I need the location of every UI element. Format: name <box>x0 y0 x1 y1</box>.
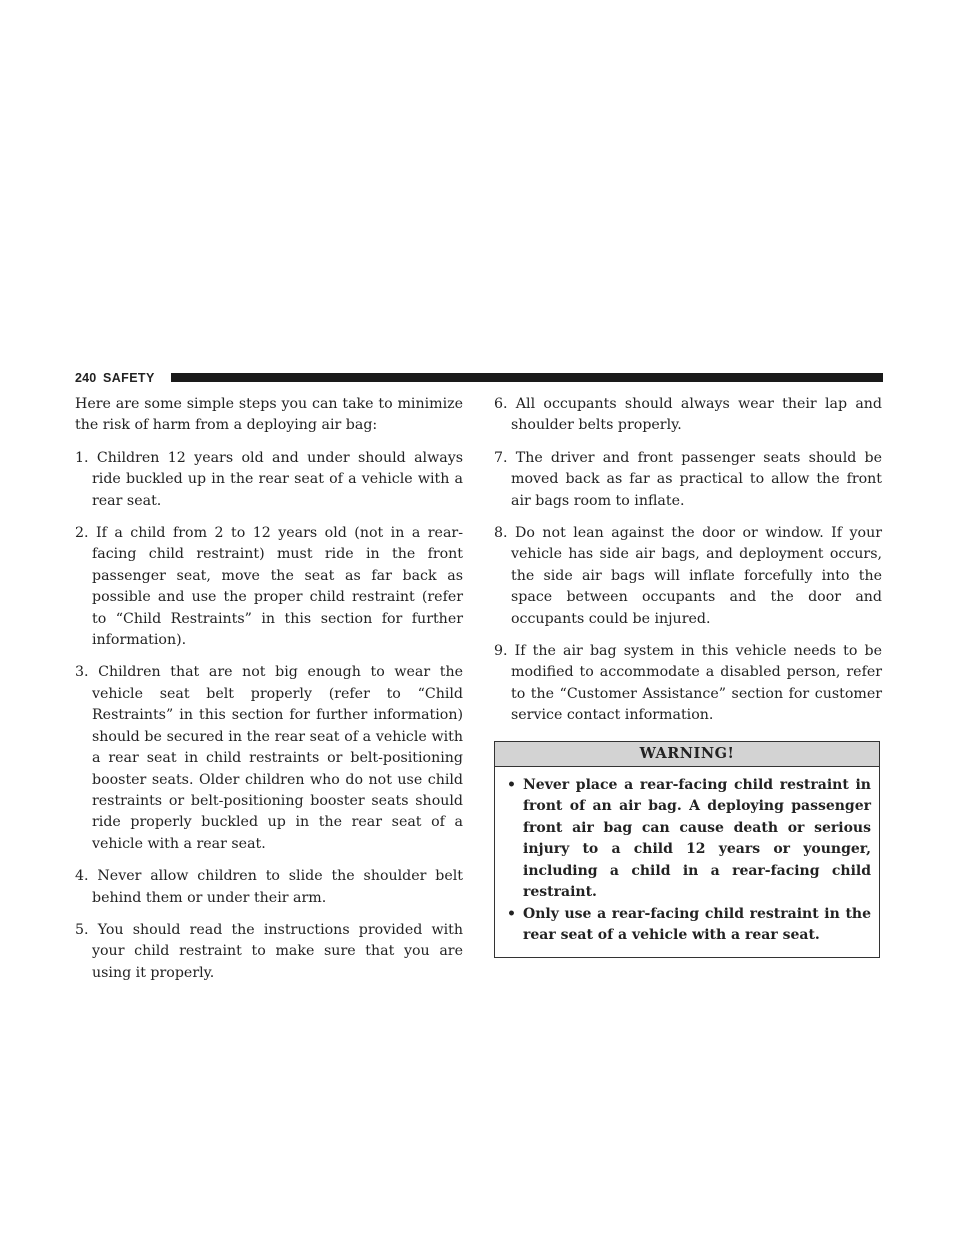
step-5: 5. You should read the instructions provided with your child restraint to make sure that you are using it properly. <box>75 921 463 981</box>
section-title: SAFETY <box>103 371 155 385</box>
intro-paragraph: Here are some simple steps you can take to minimize the risk of harm from a deploying air bag: <box>75 396 463 434</box>
bullet-icon: • <box>507 776 516 793</box>
page-header <box>75 370 883 386</box>
warning-item <box>503 904 871 947</box>
step-3: 3. Children that are not big enough to wear the vehicle seat belt properly (refer to “Child Restraints” in this section for further information) should be secured in the rear seat of a vehicle with a rear seat in child restraints or belt-positioning booster seats. Older children who do not use child restraints or belt-positioning booster seats should ride properly buckled up in the rear seat of a vehicle with a rear seat. <box>75 664 463 852</box>
warning-item-text: Only use a rear-facing child restraint in the rear seat of a vehicle with a rear seat. <box>523 905 871 944</box>
warning-title: WARNING! <box>495 742 879 767</box>
left-column <box>75 394 463 995</box>
warning-item <box>503 775 871 904</box>
warning-body <box>495 767 879 957</box>
step-2: 2. If a child from 2 to 12 years old (not in a rear-facing child restraint) must ride in the front passenger seat, move the seat as far back as possible and use the proper child restraint (refer to “Child Restraints” in this section for further information). <box>75 525 463 649</box>
right-column <box>494 394 882 958</box>
warning-box <box>494 741 880 958</box>
page-number: 240 <box>75 371 97 385</box>
step-9: 9. If the air bag system in this vehicle needs to be modified to accommodate a disabled person, refer to the “Customer Assistance” section for customer service contact information. <box>494 643 882 724</box>
step-1: 1. Children 12 years old and under should always ride buckled up in the rear seat of a vehicle with a rear seat. <box>75 449 463 509</box>
step-8: 8. Do not lean against the door or window. If your vehicle has side air bags, and deployment occurs, the side air bags will inflate forcefully into the space between occupants and the door and occupants could be injured. <box>494 525 882 627</box>
warning-item-text: Never place a rear-facing child restraint in front of an air bag. A deploying passenger front air bag can cause death or serious injury to a child 12 years or younger, including a child in a rear-facing child restraint. <box>523 776 871 901</box>
step-7: 7. The driver and front passenger seats should be moved back as far as practical to allow the front air bags room to inflate. <box>494 449 882 509</box>
step-4: 4. Never allow children to slide the shoulder belt behind them or under their arm. <box>75 868 463 906</box>
bullet-icon: • <box>507 905 516 922</box>
step-6: 6. All occupants should always wear their lap and shoulder belts properly. <box>494 396 882 434</box>
header-rule <box>171 373 883 382</box>
